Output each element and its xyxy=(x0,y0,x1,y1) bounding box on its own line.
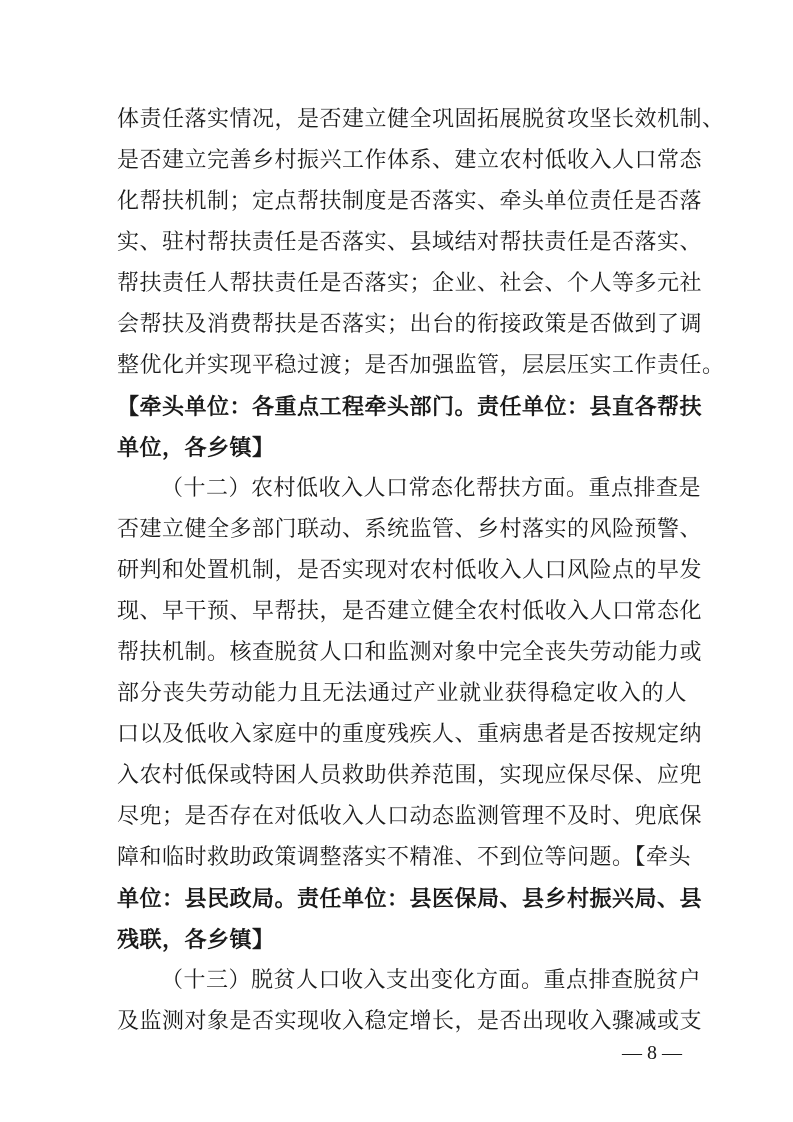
text-line: 帮扶机制。核查脱贫人口和监测对象中完全丧失劳动能力或 xyxy=(117,640,703,665)
section-twelve-heading-line: （十二）农村低收入人口常态化帮扶方面。重点排查是 xyxy=(161,476,702,501)
text-line: 现、早干预、早帮扶，是否建立健全农村低收入人口常态化 xyxy=(117,599,703,624)
text-line: 口以及低收入家庭中的重度残疾人、重病患者是否按规定纳 xyxy=(117,722,703,747)
text-line: 否建立健全多部门联动、系统监管、乡村落实的风险预警、 xyxy=(117,517,703,542)
text-line: 是否建立完善乡村振兴工作体系、建立农村低收入人口常态 xyxy=(117,148,703,173)
text-line: 研判和处置机制，是否实现对农村低收入人口风险点的早发 xyxy=(117,558,703,583)
text-line: 尽兜；是否存在对低收入人口动态监测管理不及时、兜底保 xyxy=(117,804,703,829)
responsibility-note-line: 残联，各乡镇】 xyxy=(117,927,275,953)
text-line: 体责任落实情况，是否建立健全巩固拓展脱贫攻坚长效机制、 xyxy=(117,107,725,132)
text-line: 入农村低保或特困人员救助供养范围，实现应保尽保、应兜 xyxy=(117,763,703,788)
text-line: 及监测对象是否实现收入稳定增长，是否出现收入骤减或支 xyxy=(117,1009,703,1034)
text-line: 整优化并实现平稳过渡；是否加强监管，层层压实工作责任。 xyxy=(117,353,725,378)
text-line: 帮扶责任人帮扶责任是否落实；企业、社会、个人等多元社 xyxy=(117,271,703,296)
text-line: 实、驻村帮扶责任是否落实、县域结对帮扶责任是否落实、 xyxy=(117,230,703,255)
responsibility-note-line: 单位，各乡镇】 xyxy=(117,435,275,461)
text-line: 障和临时救助政策调整落实不精准、不到位等问题。【牵头 xyxy=(117,845,692,870)
text-line: 部分丧失劳动能力且无法通过产业就业获得稳定收入的人 xyxy=(117,681,687,706)
text-line: 化帮扶机制；定点帮扶制度是否落实、牵头单位责任是否落 xyxy=(117,189,703,214)
responsibility-note-line: 【牵头单位：各重点工程牵头部门。责任单位：县直各帮扶 xyxy=(117,394,703,420)
responsibility-note-line: 单位：县民政局。责任单位：县医保局、县乡村振兴局、县 xyxy=(117,886,703,912)
page-number: — 8 — xyxy=(622,1042,682,1064)
text-line: 会帮扶及消费帮扶是否落实；出台的衔接政策是否做到了调 xyxy=(117,312,703,337)
section-thirteen-heading-line: （十三）脱贫人口收入支出变化方面。重点排查脱贫户 xyxy=(161,968,702,993)
